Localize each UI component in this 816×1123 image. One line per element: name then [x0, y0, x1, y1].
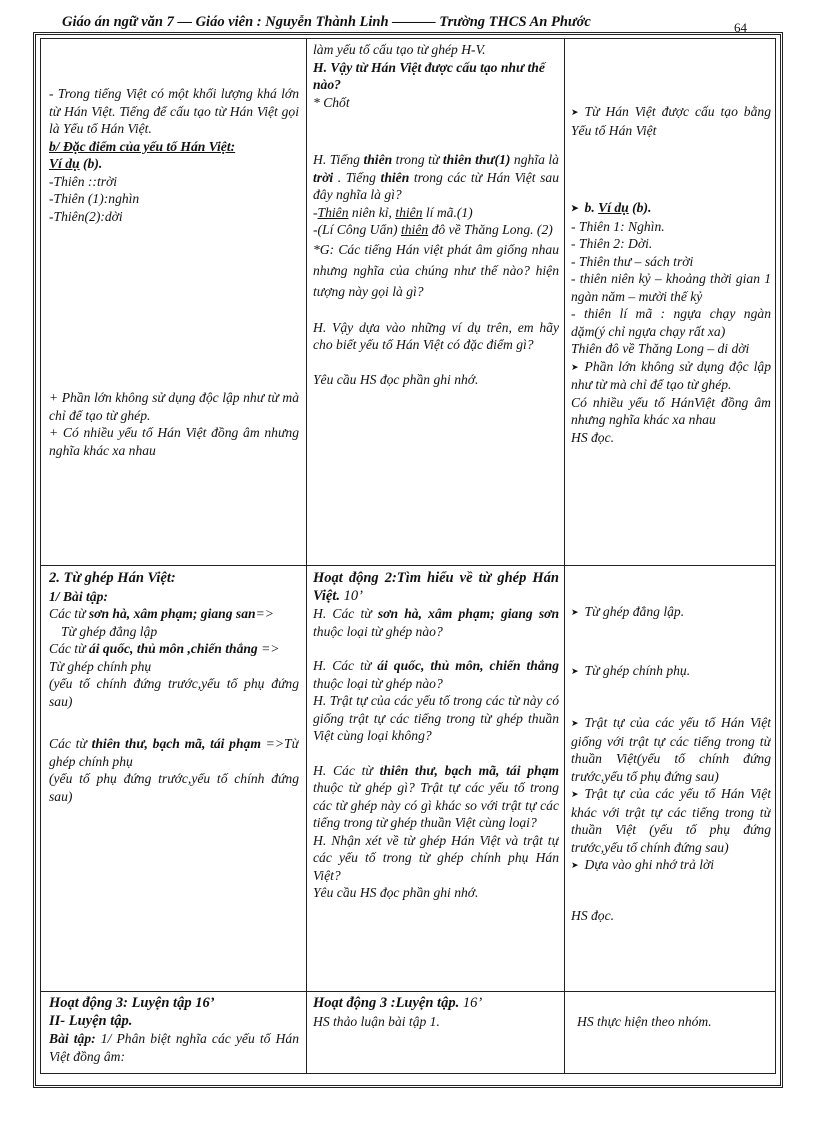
row3-col3 [577, 1013, 771, 1071]
text-run: 1/ Phân biệt nghĩa các yếu tố Hán Việt đồng âm: [49, 1031, 299, 1064]
text-line: HS đọc. [571, 907, 615, 923]
question: H. Trật tự của các yếu tố trong các từ này có giống trật tự các tiếng trong từ ghép thuần Việt cùng loại không? [313, 693, 559, 743]
exercise-label: 1/ Bài tập: [49, 588, 108, 604]
text-line: - Thiên thư – sách trời [571, 253, 694, 269]
row3-col1 [49, 995, 299, 1071]
text-run: H. Các từ [313, 762, 380, 778]
text-line: HS thảo luận bài tập 1. [313, 1013, 440, 1029]
teacher-note: *G: Các tiếng Hán việt phát âm giống nhau nhưng nghĩa của chúng như thế nào? hiện tượng này gọi là gì? [313, 241, 559, 299]
text-run: niên kỉ, [348, 204, 396, 220]
page-number: 64 [734, 20, 747, 35]
text-line: -Thiên ::trời [49, 173, 118, 189]
row2-col3 [571, 603, 771, 988]
text-run: thiên [363, 152, 393, 167]
text-block: (yếu tố phụ đứng trước,yếu tố chính đứng sau) [49, 771, 299, 804]
answer-item [571, 358, 771, 394]
text-line: làm yếu tố cấu tạo từ ghép H-V. [313, 42, 486, 57]
text-line: * Chốt [313, 94, 350, 110]
text-line: -Thiên (1):nghìn [49, 191, 140, 206]
text-run: => [257, 641, 280, 656]
text-run: trong các từ Hán Việt sau đây nghĩa là gì? [313, 169, 559, 202]
text-line: - Thiên 2: Dời. [571, 236, 653, 251]
example-label [49, 155, 299, 173]
text-run: ái quốc, thủ môn ,chiến thắng [88, 641, 258, 656]
arrow-bullet-icon: ➤ [571, 789, 579, 799]
text-run: thuộc loại từ ghép nào? [313, 623, 443, 639]
text-block [49, 605, 299, 623]
row1-col3 [571, 103, 771, 563]
text-run: Các từ [49, 736, 92, 751]
text-line: HS đọc. [571, 429, 615, 445]
text-line: HS thực hiện theo nhóm. [577, 1014, 712, 1029]
text-block: + Phần lớn không sử dụng độc lập như từ mà chỉ để tạo từ ghép. [49, 390, 299, 423]
text-block: - thiên niên kỷ – khoảng thời gian 1 ngàn năm – mười thế kỷ [571, 271, 771, 304]
text-block [49, 735, 299, 770]
question [313, 151, 559, 204]
section-heading: II- Luyện tập. [49, 1012, 133, 1029]
text-run: Các từ [49, 641, 89, 656]
row3-col2 [313, 995, 559, 1071]
activity-heading [313, 570, 559, 605]
text-block: + Có nhiều yếu tố Hán Việt đồng âm nhưng nghĩa khác xa nhau [49, 425, 299, 458]
text-line: Từ ghép đẳng lập [61, 623, 158, 639]
text-run: (b). [628, 200, 652, 215]
question [313, 605, 559, 640]
text-run: Dựa vào ghi nhớ trả lời [584, 857, 715, 872]
arrow-bullet-icon: ➤ [571, 203, 579, 213]
text-run: => [255, 606, 274, 621]
text-run: Ví dụ [598, 200, 629, 215]
text-run: b/ Đặc điểm của yếu tố Hán Việt: [49, 138, 236, 154]
text-run: lí mã.(1) [422, 204, 473, 220]
text-run: . Tiếng [333, 169, 381, 185]
question [313, 657, 559, 692]
answer-item [571, 714, 771, 785]
row-divider-2 [41, 991, 775, 992]
question [313, 762, 559, 832]
row1-col1 [49, 85, 299, 563]
column-divider-2 [564, 39, 565, 1073]
text-run: Từ Hán Việt được cấu tạo bằng Yếu tố Hán Việt [571, 104, 771, 138]
text-line [313, 221, 559, 239]
row2-col2 [313, 570, 559, 988]
answer-item [571, 856, 771, 875]
text-block: Thiên đô về Thăng Long – di dời [571, 341, 750, 356]
text-run: thuộc từ ghép gì? Trật tự các yếu tố trong các từ ghép này có gì khác so với trật tự các tiếng trong từ ghép thuần Việt cùng loại? [313, 780, 559, 830]
text-run: Từ ghép đẳng lập. [584, 604, 685, 619]
text-run: ái quốc, thủ môn, chiến thắng [377, 658, 559, 673]
text-run: H. Các từ [313, 606, 378, 621]
activity-heading: Hoạt động 3: Luyện tập 16’ [49, 995, 215, 1011]
text-line: Yêu cầu HS đọc phần ghi nhớ. [313, 885, 479, 900]
text-run: thiên [395, 204, 423, 220]
text-run: b. [584, 200, 599, 215]
text-run: H. Tiếng [313, 152, 364, 167]
text-run: đô về Thăng Long. (2) [428, 222, 553, 237]
answer-item [571, 662, 771, 681]
arrow-bullet-icon: ➤ [571, 607, 579, 617]
answer-item [571, 603, 771, 622]
question: H. Vậy dựa vào những ví dụ trên, em hãy cho biết yếu tố Hán Việt có đặc điểm gì? [313, 319, 559, 352]
activity-heading [313, 995, 559, 1013]
answer-item [571, 103, 771, 139]
text-run: thiên thư, bạch mã, tái phạm [379, 762, 559, 778]
text-run: Trật tự của các yếu tố Hán Việt giống với trật tự các tiếng trong từ thuần Việt(yếu tố chính đứng trước,yếu tố phụ đứng sau) [571, 715, 771, 784]
text-line: Từ ghép chính phụ [49, 658, 152, 674]
text-run: -(Lí Công Uẩn) [313, 222, 401, 237]
text-run: trong từ [392, 152, 443, 167]
text-block [49, 640, 299, 658]
arrow-bullet-icon: ➤ [571, 860, 579, 870]
arrow-bullet-icon: ➤ [571, 107, 579, 117]
row2-col1 [49, 570, 299, 988]
text-run: 16’ [459, 995, 483, 1011]
text-run: Hoạt động 2:Tìm hiểu về từ ghép Hán Việt. [313, 570, 559, 604]
section-heading [49, 138, 299, 156]
column-divider-1 [306, 39, 307, 1073]
text-line [313, 204, 559, 222]
text-block: - thiên lí mã : ngựa chạy ngàn dặm(ý chỉ ngựa chạy rất xa) [571, 306, 771, 339]
text-run: Thiên [317, 204, 349, 220]
lesson-table [40, 38, 776, 1074]
text-run: sơn hà, xâm phạm; giang san [88, 606, 256, 621]
page-header [62, 8, 762, 35]
row-divider-1 [41, 565, 775, 566]
text-block [49, 1030, 299, 1065]
question: H. Vậy từ Hán Việt được cấu tạo như thế nào? [313, 59, 545, 92]
text-run: (b). [79, 156, 103, 171]
text-run: H. Các từ [313, 658, 378, 673]
text-run: 10’ [340, 587, 363, 604]
text-run: thuộc loại từ ghép nào? [313, 675, 443, 691]
text-run: Từ ghép chính phụ. [584, 662, 691, 678]
text-run: Các từ [49, 606, 89, 621]
text-run: Bài tập: [49, 1031, 96, 1046]
text-run: thiên thư, bạch mã, tái phạm [91, 736, 261, 751]
question: H. Nhận xét về từ ghép Hán Việt và trật tự các yếu tố trong từ ghép chính phụ Hán Việt? [313, 832, 559, 883]
text-run: =>Từ ghép chính phụ [49, 736, 299, 769]
text-run: Phần lớn không sử dụng độc lập như từ mà chỉ để tạo từ ghép. [571, 358, 771, 392]
text-run: nghĩa là [510, 152, 559, 167]
row1-col2 [313, 41, 559, 563]
text-block: Có nhiều yếu tố HánViệt đồng âm nhưng nghĩa khác xa nhau [571, 394, 771, 427]
text-run: sơn hà, xâm phạm; giang sơn [377, 606, 559, 621]
text-run: thiên [400, 222, 429, 237]
text-run: thiên thư(1) [442, 152, 511, 167]
arrow-bullet-icon: ➤ [571, 361, 579, 372]
text-run: - [313, 204, 318, 220]
arrow-bullet-icon: ➤ [571, 665, 579, 676]
text-run: trời [313, 169, 334, 185]
text-line: - Thiên 1: Nghìn. [571, 218, 665, 234]
text-run: Hoạt động 3 :Luyện tập. [313, 995, 460, 1011]
text-block: - Trong tiếng Việt có một khối lượng khá lớn từ Hán Việt. Tiếng để cấu tạo từ Hán Việt gọi là Yếu tố Hán Việt. [49, 86, 299, 136]
answer-item [571, 785, 771, 856]
example-label [571, 199, 771, 218]
arrow-bullet-icon: ➤ [571, 718, 579, 728]
section-heading: 2. Từ ghép Hán Việt: [49, 570, 176, 586]
text-line: -Thiên(2):dời [49, 208, 123, 224]
text-block: (yếu tố chính đứng trước,yếu tố phụ đứng sau) [49, 676, 299, 709]
text-run: thiên [380, 169, 410, 185]
text-line: Yêu cầu HS đọc phần ghi nhớ. [313, 371, 479, 387]
header-title: Giáo án ngữ văn 7 — Giáo viên : Nguyễn Thành Linh ——— Trường THCS An Phước [62, 14, 591, 30]
text-run: Ví dụ [49, 156, 80, 171]
text-run: Trật tự của các yếu tố Hán Việt khác với trật tự các tiếng trong từ thuần Việt (yếu tố phụ đứng trước,yếu tố chính đứng sau) [571, 786, 771, 855]
